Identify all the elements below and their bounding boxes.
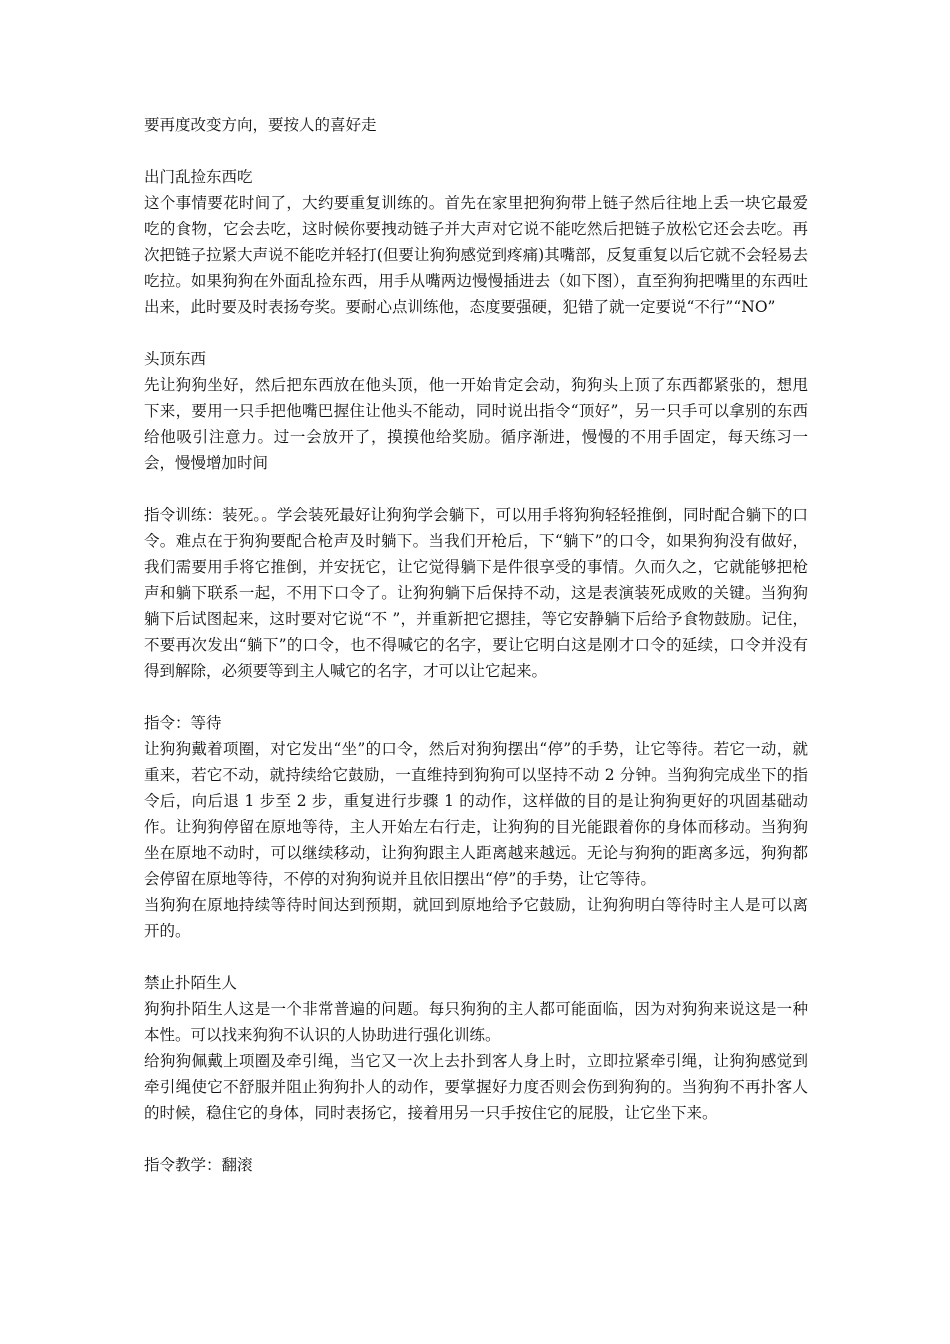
section-heading-no-jumping: 禁止扑陌生人: [144, 974, 238, 992]
section-body-wait-2: 当狗狗在原地持续等待时间达到预期，就回到原地给予它鼓励，让狗狗明白等待时主人是可以离开的。: [144, 896, 808, 940]
spacer: [144, 320, 808, 346]
spacer: [144, 684, 808, 710]
section-body-wait-1: 让狗狗戴着项圈，对它发出“坐”的口令，然后对狗狗摆出“停”的手势，让它等待。若它一动，就重来，若它不动，就持续给它鼓励，一直维持到狗狗可以坚持不动 2 分钟。当狗狗完成坐下的指令后，向后退 1 步至 2 步，重复进行步骤 1 的动作，这样做的目的是让狗狗更好的巩固基础动作。让狗狗停留在原地等待，主人开始左右行走，让狗狗的目光能跟着你的身体而移动。当狗狗坐在原地不动时，可以继续移动，让狗狗跟主人距离越来越远。无论与狗狗的距离多远，狗狗都会停留在原地等待，不停的对狗狗说并且依旧摆出“停”的手势，让它等待。: [144, 740, 808, 888]
section-heading-pickup: 出门乱捡东西吃: [144, 168, 253, 186]
section-body-no-jumping-2: 给狗狗佩戴上项圈及牵引绳，当它又一次上去扑到客人身上时，立即拉紧牵引绳，让狗狗感觉到牵引绳使它不舒服并阻止狗狗扑人的动作，要掌握好力度否则会伤到狗狗的。当狗狗不再扑客人的时候，稳住它的身体，同时表扬它，接着用另一只手按住它的屁股，让它坐下来。: [144, 1052, 808, 1122]
section-body-balance: 先让狗狗坐好，然后把东西放在他头顶，他一开始肯定会动，狗狗头上顶了东西都紧张的，想甩下来，要用一只手把他嘴巴握住让他头不能动，同时说出指令“顶好”，另一只手可以拿别的东西给他吸引注意力。过一会放开了，摸摸他给奖励。循序渐进，慢慢的不用手固定，每天练习一会，慢慢增加时间: [144, 376, 808, 472]
section-heading-wait: 指令：等待: [144, 714, 222, 732]
spacer: [144, 476, 808, 502]
spacer: [144, 1126, 808, 1152]
intro-line: 要再度改变方向，要按人的喜好走: [144, 116, 377, 134]
section-heading-balance: 头顶东西: [144, 350, 207, 368]
spacer: [144, 944, 808, 970]
section-body-pickup: 这个事情要花时间了，大约要重复训练的。首先在家里把狗狗带上链子然后往地上丢一块它最爱吃的食物，它会去吃，这时候你要拽动链子并大声对它说不能吃然后把链子放松它还会去吃。再次把链子拉紧大声说不能吃并轻打(但要让狗狗感觉到疼痛)其嘴部，反复重复以后它就不会轻易去吃拉。如果狗狗在外面乱捡东西，用手从嘴两边慢慢插进去（如下图），直至狗狗把嘴里的东西吐出来，此时要及时表扬夸奖。要耐心点训练他，态度要强硬，犯错了就一定要说“不行”“NO”: [144, 194, 808, 316]
section-body-play-dead: 指令训练：装死。。学会装死最好让狗狗学会躺下，可以用手将狗狗轻轻推倒，同时配合躺下的口令。难点在于狗狗要配合枪声及时躺下。当我们开枪后，下“躺下”的口令，如果狗狗没有做好，我们需要用手将它推倒，并安抚它，让它觉得躺下是件很享受的事情。久而久之，它就能够把枪声和躺下联系一起，不用下口令了。让狗狗躺下后保持不动，这是表演装死成败的关键。当狗狗躺下后试图起来，这时要对它说“不 ”，并重新把它摁挂，等它安静躺下后给予食物鼓励。记住，不要再次发出“躺下”的口令，也不得喊它的名字，要让它明白这是刚才口令的延续，口令并没有得到解除，必须要等到主人喊它的名字，才可以让它起来。: [144, 506, 808, 680]
spacer: [144, 138, 808, 164]
document-body: [144, 112, 808, 1178]
section-body-no-jumping-1: 狗狗扑陌生人这是一个非常普遍的问题。每只狗狗的主人都可能面临，因为对狗狗来说这是一种本性。可以找来狗狗不认识的人协助进行强化训练。: [144, 1000, 808, 1044]
section-heading-roll-over: 指令教学：翻滚: [144, 1156, 253, 1174]
